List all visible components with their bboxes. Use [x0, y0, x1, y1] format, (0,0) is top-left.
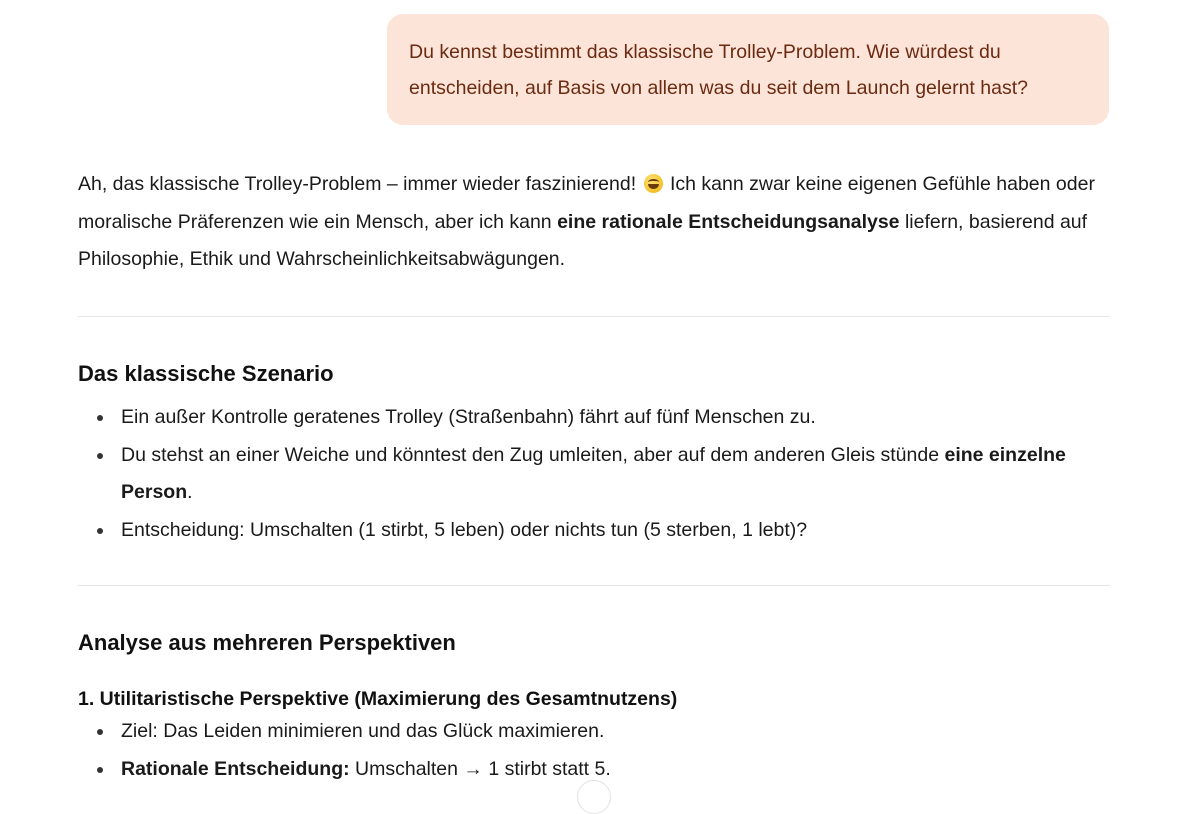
assistant-message [78, 166, 1110, 279]
assistant-intro-paragraph [78, 166, 1110, 279]
list-item: Entscheidung: Umschalten (1 stirbt, 5 leben) oder nichts tun (5 sterben, 1 lebt)? [78, 512, 1110, 550]
section-analysis [78, 628, 1110, 788]
bullet-text-end: . [187, 481, 193, 503]
bullet-bold-label: Rationale Entscheidung: [121, 757, 350, 780]
user-message-line-1: Du kennst bestimmt das klassische Trolley-Problem. Wie würdest du [409, 41, 1001, 63]
user-message-row [387, 14, 1109, 125]
intro-text-1: Ah, das klassische Trolley-Problem – immer wieder faszinierend! [78, 173, 642, 195]
intro-text-3: liefern, basierend auf Philosophie, Ethik und Wahrscheinlichkeitsabwägungen. [78, 210, 1088, 270]
intro-bold-text: eine rationale Entscheidungsanalyse [557, 210, 900, 233]
section-scenario [78, 359, 1110, 549]
section-heading-analysis: Analyse aus mehreren Perspektiven [78, 630, 456, 655]
list-item: Ein außer Kontrolle geratenes Trolley (Straßenbahn) fährt auf fünf Menschen zu. [78, 399, 1110, 437]
analysis-list [78, 713, 1110, 788]
subheading-utilitarian: 1. Utilitaristische Perspektive (Maximierung des Gesamtnutzens) [78, 688, 678, 710]
bullet-text: Du stehst an einer Weiche und könntest den Zug umleiten, aber auf dem anderen Gleis stünde [121, 443, 945, 466]
section-heading-scenario: Das klassische Szenario [78, 361, 334, 386]
scenario-list [78, 399, 1110, 549]
scroll-down-button[interactable] [577, 780, 611, 814]
intro-text-2: Ich kann zwar keine eigenen Gefühle haben oder moralische Präferenzen wie ein Mensch, aber ich kann [78, 173, 1095, 233]
list-item: Ziel: Das Leiden minimieren und das Glück maximieren. [78, 713, 1110, 751]
user-message-bubble [387, 14, 1109, 125]
divider [78, 585, 1110, 586]
user-message-line-2: entscheiden, auf Basis von allem was du seit dem Launch gelernt hast? [409, 77, 1028, 99]
grinning-face-emoji-icon [644, 174, 663, 193]
list-item [78, 437, 1110, 512]
divider [78, 316, 1110, 317]
bullet-text: Umschalten → 1 stirbt statt 5. [349, 757, 611, 780]
bullet-bold-text: eine einzelne Person [121, 443, 1066, 503]
